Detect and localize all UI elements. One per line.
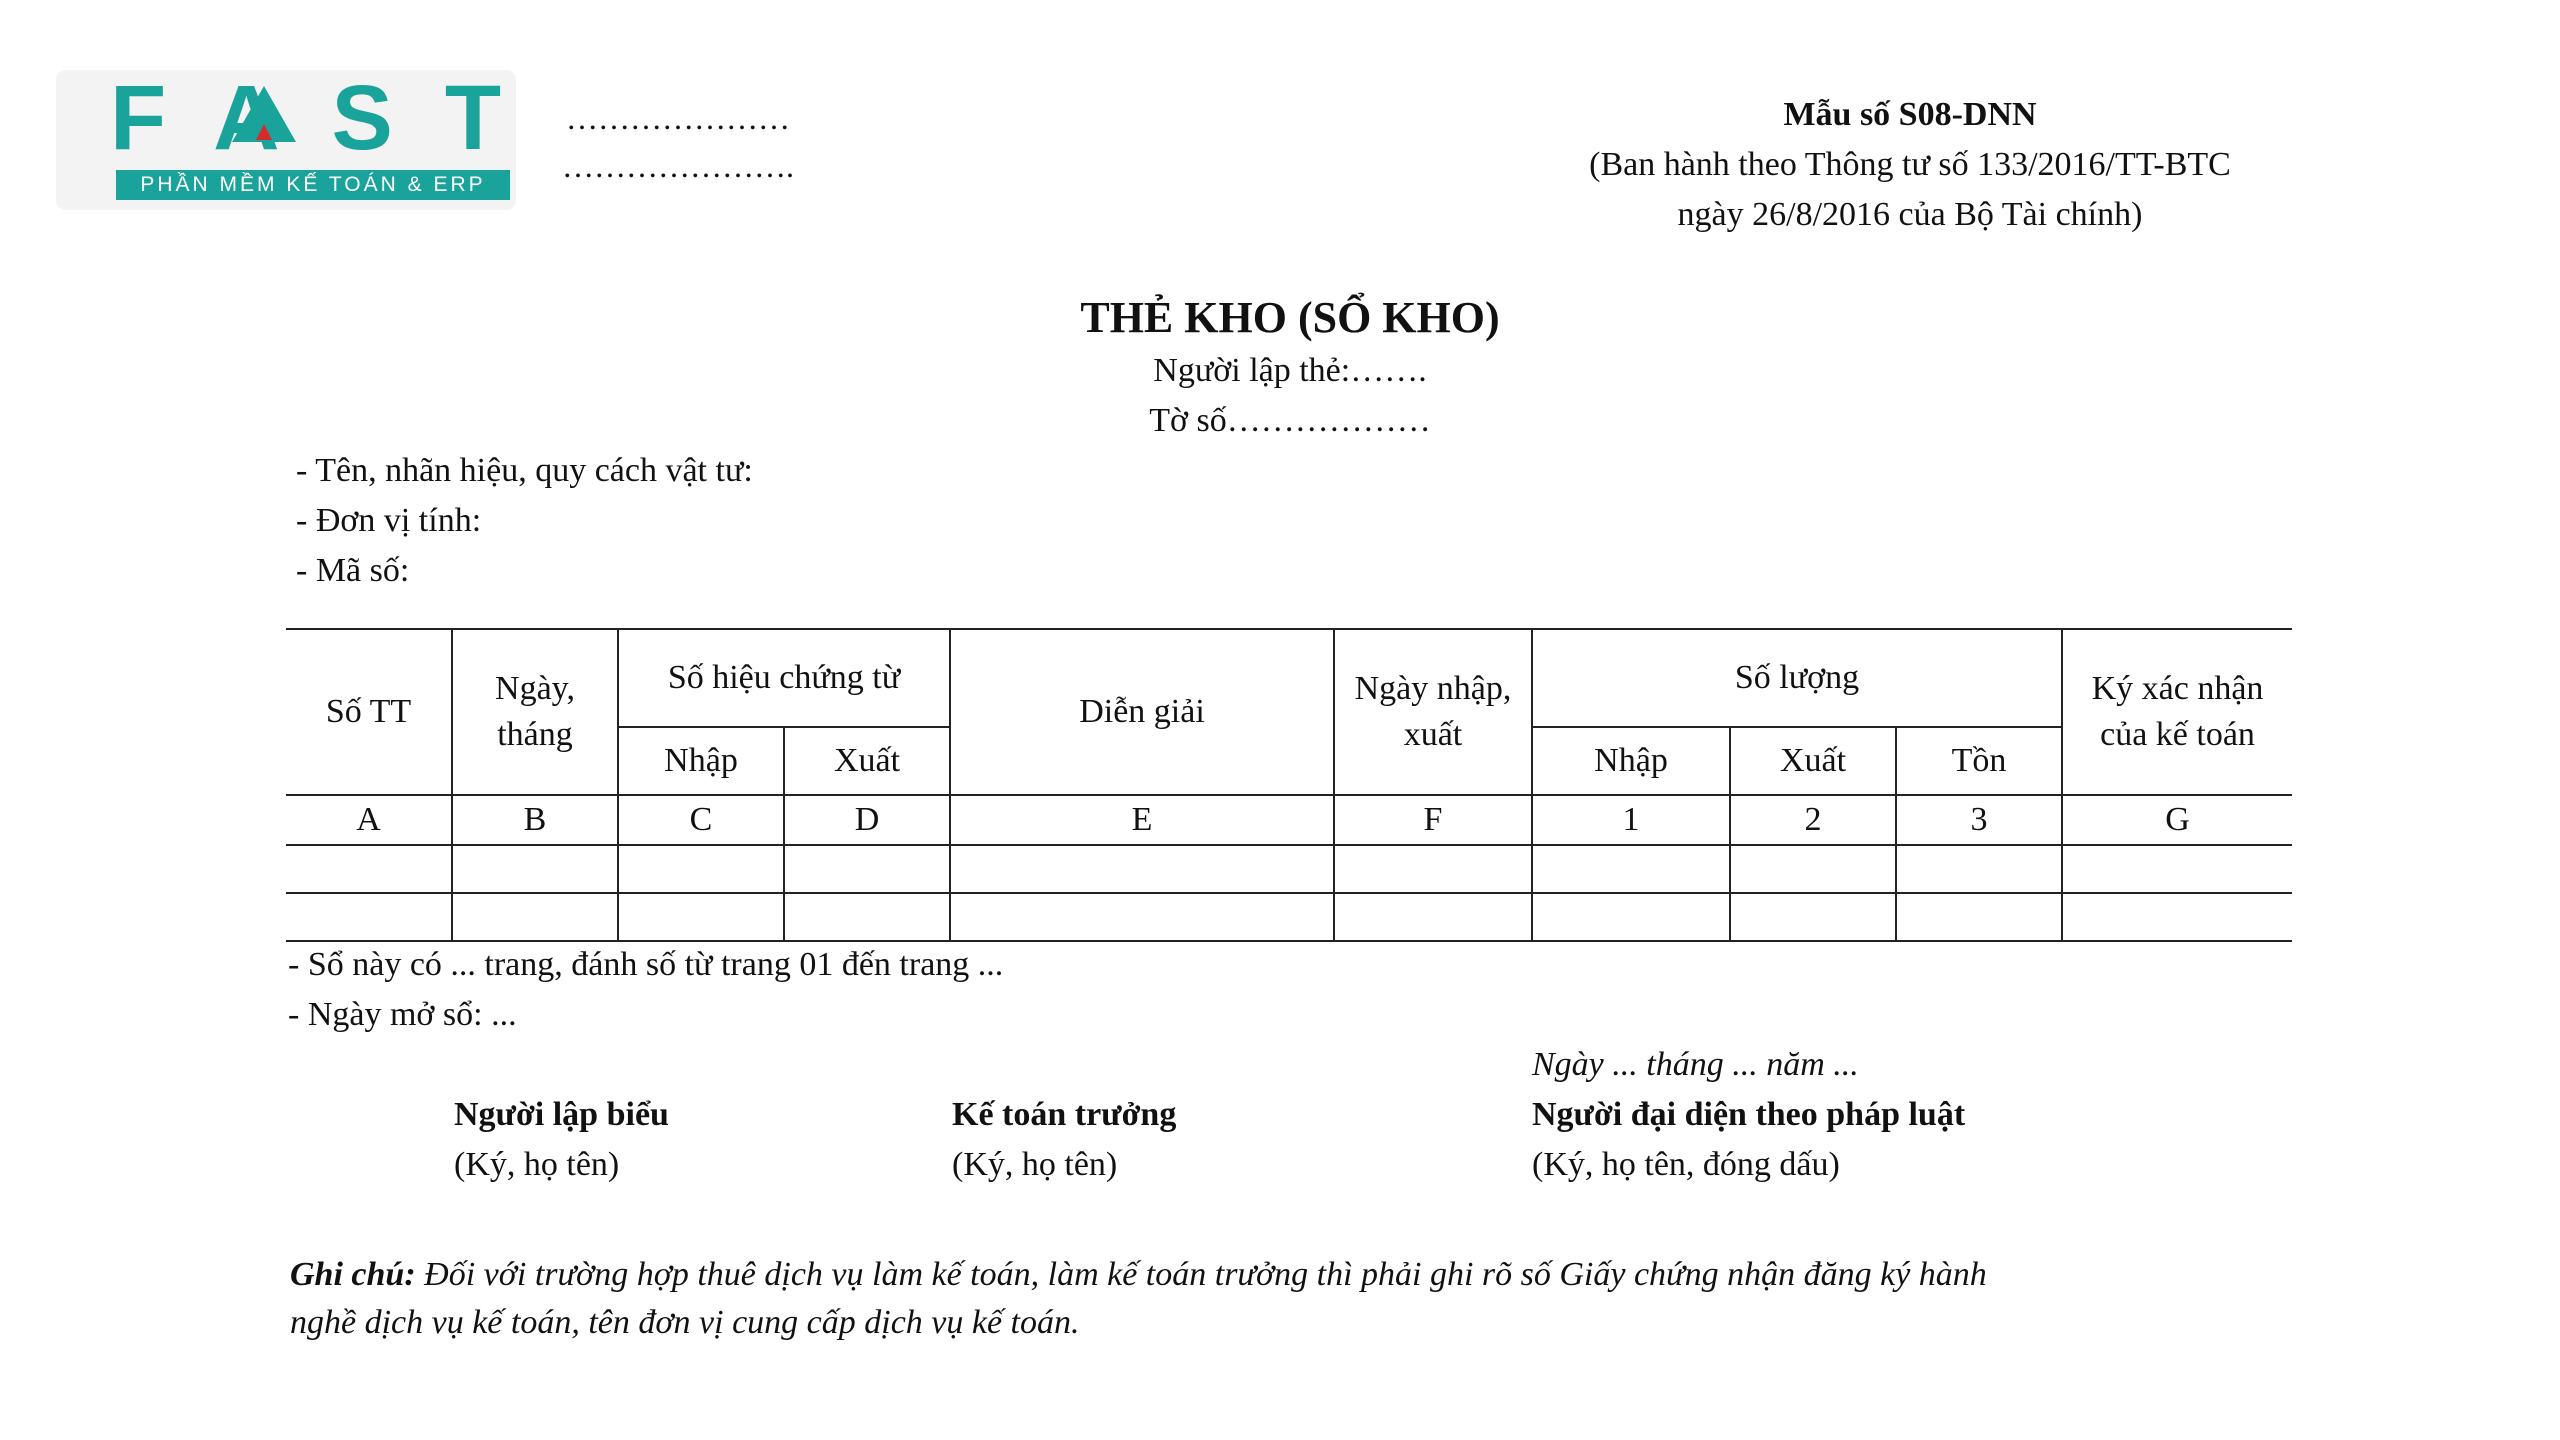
signature-preparer-hint: (Ký, họ tên) — [454, 1146, 620, 1183]
logo-accent-icon — [256, 124, 272, 140]
code-cell: B — [452, 795, 618, 845]
issued-date: ngày 26/8/2016 của Bộ Tài chính) — [1677, 196, 2143, 233]
header-date: Ngày, tháng — [452, 629, 618, 795]
signature-preparer-title: Người lập biểu — [454, 1096, 669, 1133]
header-quantity: Số lượng — [1532, 629, 2062, 727]
code-cell: 1 — [1532, 795, 1730, 845]
logo-subtitle: PHẦN MỀM KẾ TOÁN & ERP — [116, 170, 510, 200]
signature-legal-rep-hint: (Ký, họ tên, đóng dấu) — [1532, 1146, 1840, 1183]
header-stt: Số TT — [286, 629, 452, 795]
header-voucher-in: Nhập — [618, 727, 784, 795]
header-description: Diễn giải — [950, 629, 1334, 795]
code-label: - Mã số: — [296, 552, 410, 589]
footnote-line2: nghề dịch vụ kế toán, tên đơn vị cung cấp dịch vụ kế toán. — [290, 1304, 1080, 1341]
code-cell: D — [784, 795, 950, 845]
code-cell: 2 — [1730, 795, 1896, 845]
signature-chief-accountant-title: Kế toán trưởng — [952, 1096, 1177, 1133]
page-title: THẺ KHO (SỔ KHO) — [1080, 293, 1500, 342]
code-cell: G — [2062, 795, 2292, 845]
stock-card-table — [286, 628, 2292, 942]
header-qty-balance: Tồn — [1896, 727, 2062, 795]
header-voucher: Số hiệu chứng từ — [618, 629, 950, 727]
header-confirm: Ký xác nhận của kế toán — [2062, 629, 2292, 795]
sheet-number-line: Tờ số……………… — [1149, 402, 1431, 439]
header-qty-out: Xuất — [1730, 727, 1896, 795]
table-row — [286, 893, 2292, 941]
pages-note: - Sổ này có ... trang, đánh số từ trang 01 đến trang ... — [288, 946, 1004, 983]
code-cell: C — [618, 795, 784, 845]
code-cell: 3 — [1896, 795, 2062, 845]
unit-name-placeholder: ………………… — [566, 100, 790, 136]
header-io-date: Ngày nhập, xuất — [1334, 629, 1532, 795]
logo-wordmark: FAST — [110, 67, 554, 169]
form-number: Mẫu số S08-DNN — [1783, 96, 2037, 133]
code-cell: E — [950, 795, 1334, 845]
issued-by: (Ban hành theo Thông tư số 133/2016/TT-BTC — [1589, 146, 2231, 183]
column-code-row — [286, 795, 2292, 845]
card-maker-line: Người lập thẻ:……. — [1153, 352, 1427, 389]
sign-date-line: Ngày ... tháng ... năm ... — [1532, 1046, 1859, 1083]
signature-legal-rep-title: Người đại diện theo pháp luật — [1532, 1096, 1966, 1133]
open-date-note: - Ngày mở sổ: ... — [288, 996, 517, 1033]
code-cell: A — [286, 795, 452, 845]
footnote-line1: Ghi chú: Đối với trường hợp thuê dịch vụ làm kế toán, làm kế toán trưởng thì phải ghi rõ số Giấy chứng nhận đăng ký hành — [290, 1256, 1987, 1293]
signature-chief-accountant-hint: (Ký, họ tên) — [952, 1146, 1118, 1183]
unit-address-placeholder: …………………. — [562, 148, 794, 184]
header-voucher-out: Xuất — [784, 727, 950, 795]
item-name-label: - Tên, nhãn hiệu, quy cách vật tư: — [296, 452, 753, 489]
code-cell: F — [1334, 795, 1532, 845]
unit-label: - Đơn vị tính: — [296, 502, 482, 539]
footnote-label: Ghi chú: — [290, 1256, 416, 1293]
header-qty-in: Nhập — [1532, 727, 1730, 795]
table-row — [286, 845, 2292, 893]
